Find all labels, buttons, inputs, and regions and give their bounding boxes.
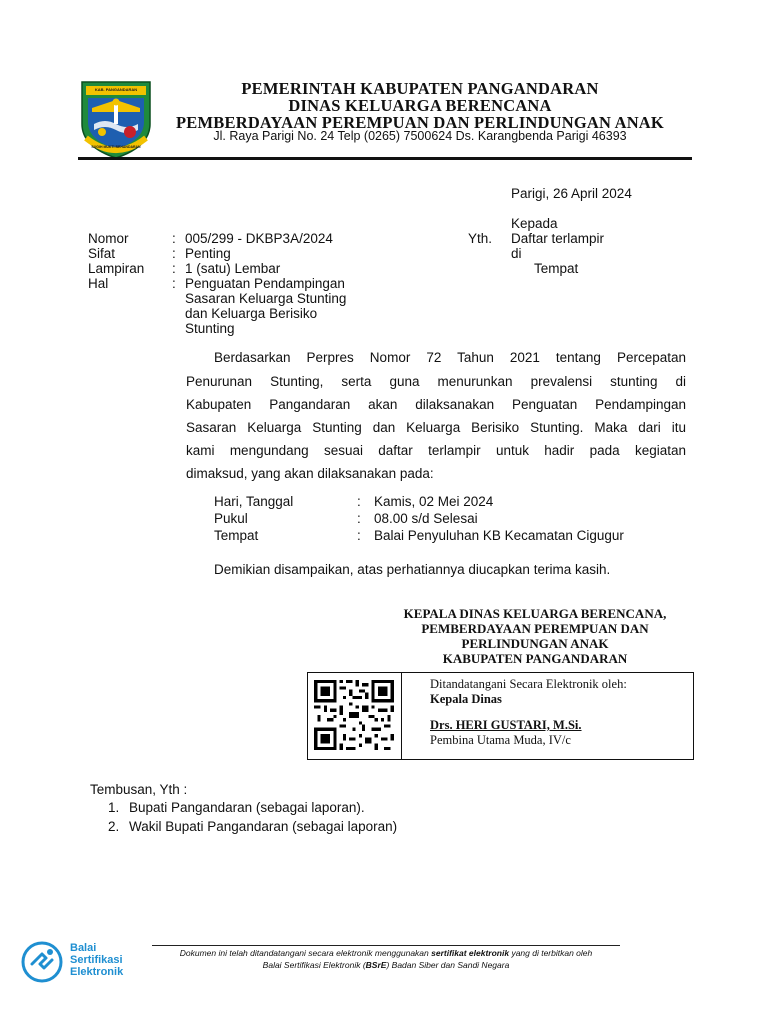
schedule-value: 08.00 s/d Selesai — [374, 511, 478, 526]
signature-title-line: KEPALA DINAS KELUARGA BERENCANA, — [403, 606, 667, 621]
meta-value: 1 (satu) Lembar — [185, 261, 281, 276]
footer-note-bold: BSrE — [365, 960, 387, 970]
meta-value: Penguatan Pendampingan — [185, 276, 345, 291]
bsre-emblem-icon — [20, 940, 64, 984]
signer-position: Kepala Dinas — [430, 692, 502, 706]
footer-note-text: Balai Sertifikasi Elektronik ( — [262, 960, 366, 970]
recipient-kepada: Kepada — [511, 216, 558, 231]
meta-label: Sifat — [88, 246, 116, 261]
meta-label: Hal — [88, 276, 109, 291]
hal-extra-line: dan Keluarga Berisiko — [185, 306, 318, 321]
body-line: Berdasarkan Perpres Nomor 72 Tahun 2021 tentang Percepatan — [214, 350, 686, 365]
schedule-colon: : — [357, 494, 361, 509]
letterhead-line-1: PEMERINTAH KABUPATEN PANGANDARAN — [241, 79, 599, 98]
hal-extra-line: Sasaran Keluarga Stunting — [185, 291, 347, 306]
qr-code[interactable] — [314, 680, 394, 750]
tembusan-item: Wakil Bupati Pangandaran (sebagai laporan) — [129, 819, 398, 834]
recipient-yth: Yth. — [468, 231, 493, 246]
meta-row — [88, 231, 129, 247]
meta-label: Lampiran — [88, 261, 145, 276]
meta-value: 005/299 - DKBP3A/2024 — [185, 231, 333, 246]
letterhead-divider — [78, 157, 692, 160]
schedule-colon: : — [357, 528, 361, 543]
schedule-label: Tempat — [214, 528, 259, 543]
meta-colon: : — [172, 246, 176, 261]
bsre-label-line: Sertifikasi — [70, 954, 123, 966]
tembusan-item: Bupati Pangandaran (sebagai laporan). — [129, 800, 365, 815]
tembusan-item-number: 2. — [108, 819, 120, 834]
schedule-label: Hari, Tanggal — [214, 494, 294, 509]
footer-note-text: Dokumen ini telah ditandatangani secara elektronik menggunakan — [179, 948, 432, 958]
signer-rank: Pembina Utama Muda, IV/c — [430, 733, 571, 747]
tembusan-item-number: 1. — [108, 800, 120, 815]
schedule-colon: : — [357, 511, 361, 526]
regency-logo — [78, 78, 154, 160]
logo-caption-bottom: SUGIH MUKTI BEHANDARAN — [91, 145, 141, 149]
place-date: Parigi, 26 April 2024 — [511, 186, 632, 201]
recipient-to: Daftar terlampir — [511, 231, 605, 246]
footer-note-line-2 — [152, 959, 620, 971]
signature-title-line: PERLINDUNGAN ANAK — [461, 636, 609, 651]
signature-title-line: KABUPATEN PANGANDARAN — [442, 651, 628, 666]
footer-note-text: yang di terbitkan oleh — [509, 948, 593, 958]
footer-note-text: ) Badan Siber dan Sandi Negara — [386, 960, 510, 970]
meta-value: Penting — [185, 246, 231, 261]
letterhead-line-2: DINAS KELUARGA BERENCANA — [288, 96, 552, 115]
logo-caption-top: KAB. PANGANDARAN — [94, 87, 138, 92]
footer-divider — [152, 945, 620, 946]
meta-colon: : — [172, 231, 176, 246]
recipient-di: di — [511, 246, 522, 261]
signer-name: Drs. HERI GUSTARI, M.Si. — [430, 718, 582, 732]
footer-note-bold: sertifikat elektronik — [431, 948, 510, 958]
signed-note: Ditandatangani Secara Elektronik oleh: — [430, 677, 627, 691]
meta-colon: : — [172, 276, 176, 291]
schedule-label: Pukul — [214, 511, 248, 526]
meta-row — [88, 276, 108, 292]
schedule-value: Balai Penyuluhan KB Kecamatan Cigugur — [374, 528, 624, 543]
signature-box-divider — [401, 672, 402, 760]
schedule-value: Kamis, 02 Mei 2024 — [374, 494, 494, 509]
meta-label: Nomor — [88, 231, 129, 246]
recipient-place: Tempat — [534, 261, 579, 276]
meta-row — [88, 261, 144, 277]
bsre-logo — [20, 940, 160, 984]
letterhead-line-3: PEMBERDAYAAN PEREMPUAN DAN PERLINDUNGAN ANAK — [176, 113, 664, 132]
closing-sentence: Demikian disampaikan, atas perhatiannya diucapkan terima kasih. — [214, 562, 611, 577]
body-line: Sasaran Keluarga Stunting dan Keluarga Berisiko Stunting. Maka dari itu — [186, 420, 686, 435]
qr-code-icon — [314, 680, 394, 750]
footer-note-line-1 — [152, 947, 620, 959]
tembusan-heading: Tembusan, Yth : — [90, 782, 188, 797]
bsre-label-line: Elektronik — [70, 966, 124, 978]
body-line: kami mengundang sesuai daftar terlampir untuk hadir pada kegiatan — [186, 443, 686, 458]
hal-extra-line: Stunting — [185, 321, 235, 336]
signature-title-line: PEMBERDAYAAN PEREMPUAN DAN — [421, 621, 649, 636]
body-line: Penurunan Stunting, serta guna menurunkan prevalensi stunting di — [186, 374, 686, 389]
meta-row — [88, 246, 115, 262]
body-line: Kabupaten Pangandaran akan dilaksanakan Penguatan Pendampingan — [186, 397, 686, 412]
bsre-label-line: Balai — [70, 942, 97, 954]
letterhead-address: Jl. Raya Parigi No. 24 Telp (0265) 7500624 Ds. Karangbenda Parigi 46393 — [213, 129, 627, 143]
body-line: dimaksud, yang akan dilaksanakan pada: — [186, 466, 434, 481]
meta-colon: : — [172, 261, 176, 276]
